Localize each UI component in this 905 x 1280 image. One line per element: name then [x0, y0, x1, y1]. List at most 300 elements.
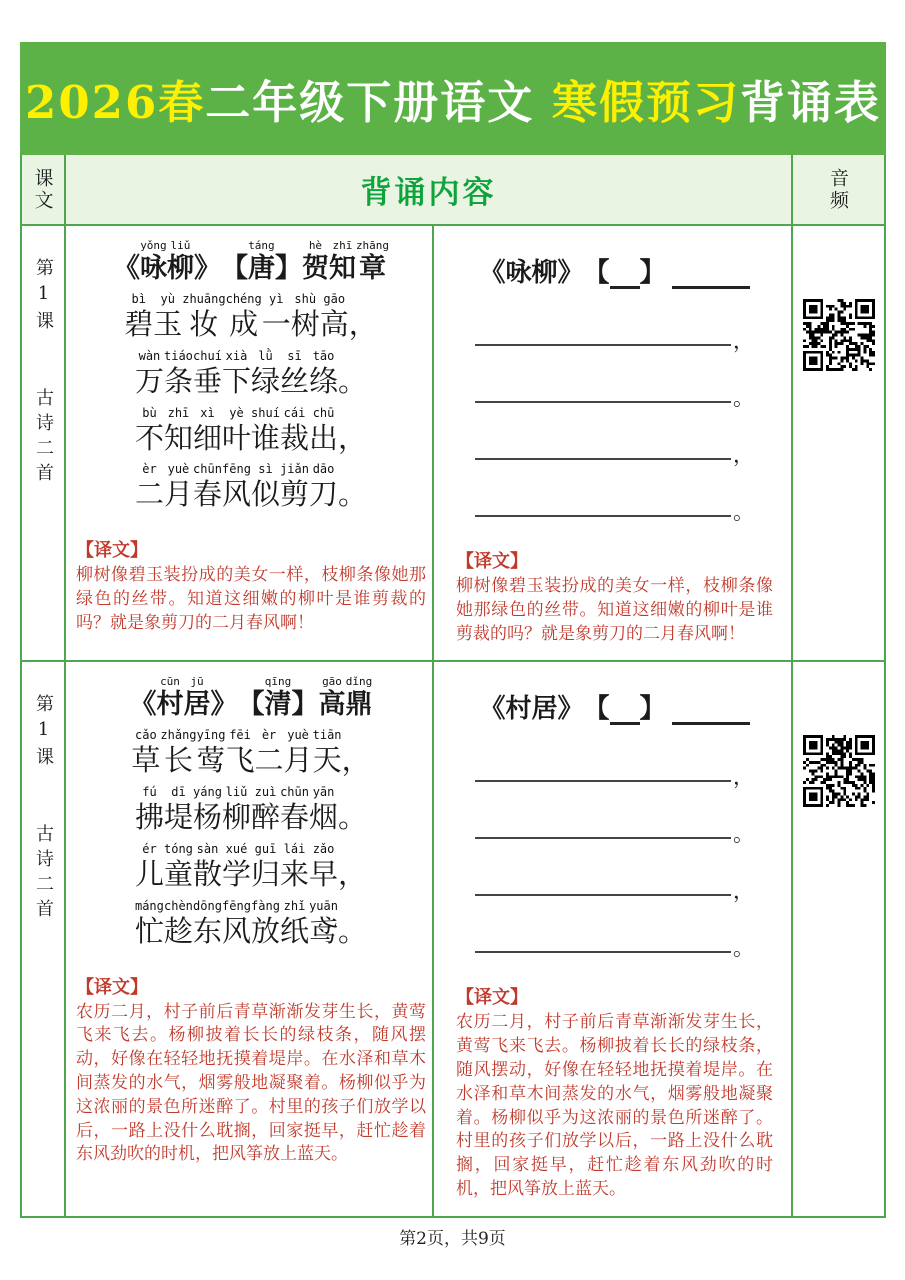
- pinyin: zhī: [167, 405, 190, 420]
- translation-block: [76, 973, 426, 1168]
- poem-char: [338, 842, 367, 892]
- hanzi: 长: [163, 743, 193, 778]
- hanzi: 。: [338, 477, 368, 512]
- pinyin: lǜ: [258, 348, 273, 363]
- pinyin: jiǎn: [280, 462, 309, 477]
- poem-title-char: [130, 674, 157, 720]
- hanzi: 丝: [280, 363, 310, 398]
- poem-char: [338, 785, 367, 835]
- poem-char: [193, 406, 222, 456]
- pinyin: yáng: [193, 785, 222, 800]
- header-lesson-label: 课文: [31, 167, 54, 212]
- poem-char: [309, 349, 338, 399]
- pinyin: shuí: [251, 405, 280, 420]
- blank-underline: [475, 894, 731, 896]
- page-number: 第2页，共9页: [399, 1229, 506, 1249]
- hanzi: 柳: [221, 800, 251, 835]
- pinyin: tiān: [312, 728, 342, 743]
- pinyin: yù: [160, 292, 175, 307]
- poem-char: [222, 899, 251, 949]
- hanzi: 月: [283, 743, 313, 778]
- pinyin: wàn: [138, 348, 161, 363]
- recitation-blank-line: [456, 765, 773, 790]
- hanzi: 月: [163, 477, 193, 512]
- hanzi: 树: [290, 307, 320, 342]
- pinyin: [204, 238, 211, 253]
- pinyin: shù: [294, 292, 317, 307]
- bracket-open: 【: [583, 694, 610, 725]
- pinyin: chūn: [193, 462, 222, 477]
- translation-label: 【译文】: [76, 976, 148, 998]
- poem-char: [262, 292, 291, 342]
- poem-char: [164, 462, 193, 512]
- hanzi: 趁: [163, 913, 193, 948]
- blank-poem-title: [456, 252, 773, 289]
- hanzi: 鼎: [345, 689, 373, 721]
- translation-label: 【译文】: [456, 551, 528, 572]
- hanzi: 。: [338, 913, 368, 948]
- pinyin: sàn: [196, 842, 219, 857]
- pinyin: guī: [254, 842, 277, 857]
- poem-title-char: [157, 674, 184, 720]
- poem-title-char: [346, 674, 373, 720]
- pinyin: chūn: [280, 785, 309, 800]
- pinyin: zuì: [254, 785, 277, 800]
- translation-text: 农历二月，村子前后青草渐渐发芽生长，黄莺飞来飞去。杨柳披着长长的绿枝条，随风摆动，好像在轻轻地抚摸着堤岸。在水泽和草木间蒸发的水气，烟雾般地凝聚着。杨柳似乎为这浓丽的景色所迷醉了。村里的孩子们放学以后，一路上没什么耽搁，回家挺早，赶忙趁着东风劲吹的时机，把风筝放上蓝天。: [76, 1001, 426, 1165]
- poem-char: [135, 899, 164, 949]
- recitation-blank-cell: [434, 226, 793, 660]
- pinyin: [285, 238, 292, 253]
- pinyin: zhāng: [355, 239, 390, 252]
- lesson-number: 第1课: [33, 258, 54, 336]
- pinyin: yuān: [309, 898, 338, 913]
- hanzi: 谁: [251, 420, 281, 455]
- poem-char: [309, 899, 338, 949]
- pinyin: liǔ: [225, 785, 248, 800]
- hanzi: 东: [192, 913, 222, 948]
- hanzi: 二: [254, 743, 284, 778]
- poem-char: [135, 406, 164, 456]
- poem-char: [280, 406, 309, 456]
- pinyin: zhuāng: [182, 292, 226, 307]
- line-punctuation: ，: [733, 765, 754, 790]
- hanzi: 烟: [309, 800, 339, 835]
- poem-char: [131, 728, 160, 778]
- poem-char: [280, 462, 309, 512]
- poem-title-char: [248, 238, 275, 284]
- pinyin: sì: [258, 462, 273, 477]
- blank-lines: [456, 329, 773, 524]
- pinyin: [349, 899, 356, 914]
- pinyin: fú: [142, 785, 157, 800]
- lesson-number: 第1课: [33, 694, 54, 773]
- hanzi: 高: [318, 689, 346, 721]
- poem-title: [76, 674, 426, 720]
- recitation-blank-line: [456, 500, 773, 524]
- poem-title-char: [113, 238, 140, 284]
- hanzi: 莺: [196, 743, 226, 778]
- poem-title-char: [319, 674, 346, 720]
- blank-underline: [475, 837, 731, 839]
- poem-char: [342, 728, 371, 778]
- blank-underline: [475, 780, 731, 782]
- hanzi: 归: [251, 857, 281, 892]
- pinyin: bì: [131, 292, 146, 307]
- poem-char: [135, 785, 164, 835]
- page-title-part: 二年级下册语文: [205, 76, 552, 129]
- poem-line: [76, 842, 426, 892]
- header-content-column: [66, 155, 793, 224]
- poem-title-char: [265, 674, 292, 720]
- poem-char: [135, 349, 164, 399]
- poem-char: [309, 406, 338, 456]
- poem-char: [193, 462, 222, 512]
- bracket-close: 】: [639, 258, 666, 288]
- audio-cell: [793, 226, 884, 660]
- pinyin: yǒng: [140, 239, 167, 252]
- line-punctuation: 。: [733, 822, 754, 847]
- translation-block: [76, 536, 426, 635]
- hanzi: ，: [341, 743, 371, 778]
- hanzi: 【: [220, 253, 248, 284]
- author-name-blank: [672, 722, 750, 725]
- pinyin: dāo: [312, 462, 335, 477]
- pinyin: yīng: [196, 728, 226, 743]
- hanzi: 一: [261, 307, 291, 342]
- poem-char: [338, 462, 367, 512]
- poem-char: [251, 899, 280, 949]
- recitation-blank-line: [456, 329, 773, 353]
- hanzi: 杨: [192, 800, 222, 835]
- poem-title-char: [302, 238, 329, 284]
- pinyin: gāo: [322, 675, 342, 689]
- poem-title-char: [211, 674, 238, 720]
- poem-char: [309, 785, 338, 835]
- author-name-blank: [672, 286, 750, 289]
- poem-char: [338, 349, 367, 399]
- header-audio-label: 音频: [827, 167, 849, 212]
- hanzi: 来: [280, 857, 310, 892]
- pinyin: bù: [142, 405, 157, 420]
- hanzi: 剪: [280, 477, 310, 512]
- author-dynasty-blank: [610, 722, 640, 725]
- poem-line: [76, 462, 426, 512]
- hanzi: 散: [192, 857, 222, 892]
- poem-char: [291, 292, 320, 342]
- poem-char: [226, 728, 255, 778]
- pinyin: tiáo: [164, 348, 193, 363]
- poem-char: [313, 728, 342, 778]
- hanzi: 村: [156, 689, 184, 721]
- poem-char: [251, 785, 280, 835]
- pinyin: chéng: [225, 292, 262, 307]
- hanzi: 童: [163, 857, 193, 892]
- hanzi: 春: [280, 800, 310, 835]
- poem-lines: [76, 728, 426, 948]
- translation-label: 【译文】: [456, 987, 528, 1009]
- poem-char: [251, 842, 280, 892]
- lesson-cell: [22, 226, 66, 660]
- recitation-blank-line: [456, 386, 773, 410]
- pinyin: [231, 238, 238, 253]
- pinyin: [248, 674, 255, 689]
- hanzi: 醉: [251, 800, 281, 835]
- poem-title-char: [238, 674, 265, 720]
- poem-char: [320, 292, 349, 342]
- pinyin: yān: [312, 785, 335, 800]
- pinyin: cūn: [160, 675, 180, 689]
- hanzi: 万: [134, 363, 164, 398]
- hanzi: 拂: [134, 800, 164, 835]
- hanzi: 儿: [134, 857, 164, 892]
- pinyin: èr: [142, 462, 157, 477]
- pinyin: yè: [229, 405, 244, 420]
- pinyin: [349, 406, 356, 421]
- pinyin: yì: [269, 292, 284, 307]
- hanzi: 条: [163, 363, 193, 398]
- pinyin: fēi: [229, 728, 251, 743]
- pinyin: lái: [283, 842, 306, 857]
- poem-char: [222, 842, 251, 892]
- hanzi: 知: [328, 253, 356, 284]
- line-punctuation: 。: [733, 386, 754, 410]
- pinyin: [221, 674, 228, 689]
- hanzi: 玉: [153, 307, 183, 342]
- pinyin: fàng: [251, 898, 280, 913]
- pinyin: chuí: [193, 348, 222, 363]
- hanzi: 《: [112, 253, 140, 284]
- page-title-part: 寒假预习: [551, 76, 740, 129]
- blank-lines: [456, 765, 773, 961]
- page-title: [20, 42, 886, 155]
- pinyin: dōng: [193, 898, 222, 913]
- poem-char: [153, 292, 182, 342]
- pinyin: táng: [248, 239, 275, 252]
- pinyin: [140, 674, 147, 689]
- recitation-blank-line: [456, 879, 773, 904]
- translation-text: 柳树像碧玉装扮成的美女一样，枝柳条像她那绿色的丝带。知道这细嫩的柳叶是谁剪裁的吗？就是象剪刀的二月春风啊！: [76, 565, 426, 633]
- poem-title-char: [275, 238, 302, 284]
- hanzi: 不: [134, 420, 164, 455]
- pinyin: gāo: [323, 292, 346, 307]
- poem-char: [164, 349, 193, 399]
- poem-char: [255, 728, 284, 778]
- poem-char: [280, 842, 309, 892]
- hanzi: 垂: [192, 363, 222, 398]
- poem-with-pinyin-cell: [66, 226, 434, 660]
- poem-with-pinyin-cell: [66, 662, 434, 1215]
- translation-text: 农历二月，村子前后青草渐渐发芽生长，黄莺飞来飞去。杨柳披着长长的绿枝条，随风摆动，好像在轻轻地抚摸着堤岸。在水泽和草木间蒸发的水气，烟雾般地凝聚着。杨柳似乎为这浓丽的景色所迷醉了。村里的孩子们放学以后，一路上没什么耽搁，回家挺早，赶忙趁着东风劲吹的时机，把风筝放上蓝天。: [456, 1012, 773, 1199]
- poem-char: [193, 785, 222, 835]
- hanzi: 居: [183, 689, 211, 721]
- pinyin: máng: [134, 898, 164, 913]
- hanzi: 《: [129, 689, 157, 721]
- hanzi: 知: [163, 420, 193, 455]
- pinyin: xì: [200, 405, 215, 420]
- hanzi: 》: [193, 253, 221, 284]
- translation-text: 柳树像碧玉装扮成的美女一样，枝柳条像她那绿色的丝带。知道这细嫩的柳叶是谁剪裁的吗？就是象剪刀的二月春风啊！: [456, 576, 773, 644]
- pinyin: dī: [171, 785, 186, 800]
- poem-char: [280, 349, 309, 399]
- audio-cell: [793, 662, 884, 1215]
- hanzi: 碧: [124, 307, 154, 342]
- pinyin: tāo: [312, 348, 335, 363]
- poem-char: [309, 462, 338, 512]
- table-row: [22, 662, 884, 1215]
- pinyin: dǐng: [345, 675, 373, 689]
- pinyin: [123, 238, 130, 253]
- poem-line: [76, 899, 426, 949]
- blank-underline: [475, 951, 731, 953]
- lesson-title: 古诗二首: [33, 824, 54, 925]
- hanzi: 】: [274, 253, 302, 284]
- lesson-vertical-text: [34, 694, 52, 1215]
- hanzi: 草: [131, 743, 161, 778]
- pinyin: tóng: [164, 842, 193, 857]
- poem-line: [76, 785, 426, 835]
- poem-char: [226, 292, 262, 342]
- hanzi: 出: [309, 420, 339, 455]
- pinyin: zhǎng: [160, 728, 197, 743]
- translation-label: 【译文】: [76, 540, 148, 562]
- hanzi: 学: [221, 857, 251, 892]
- pinyin: [349, 785, 356, 800]
- poem-lines: [76, 292, 426, 512]
- audio-qr-code: [803, 735, 875, 807]
- hanzi: 细: [192, 420, 222, 455]
- recitation-blank-line: [456, 822, 773, 847]
- header-lesson-column: [22, 155, 66, 224]
- lesson-vertical-text: [34, 258, 52, 660]
- pinyin: xué: [225, 842, 248, 857]
- pinyin: [352, 728, 359, 743]
- hanzi: 刀: [309, 477, 339, 512]
- audio-qr-code: [803, 299, 875, 371]
- hanzi: 放: [251, 913, 281, 948]
- poem-char: [197, 728, 226, 778]
- hanzi: 高: [319, 307, 349, 342]
- poem-char: [251, 406, 280, 456]
- poem-title: [76, 238, 426, 284]
- poem-line: [76, 728, 426, 778]
- header-content-label: 背诵内容: [360, 175, 497, 211]
- hanzi: 天: [312, 743, 342, 778]
- pinyin: [360, 292, 367, 307]
- pinyin: [349, 349, 356, 364]
- poem-char: [160, 728, 196, 778]
- poem-char: [338, 899, 367, 949]
- pinyin: [349, 842, 356, 857]
- poem-char: [193, 899, 222, 949]
- hanzi: 似: [251, 477, 281, 512]
- poem-title-char: [356, 238, 389, 284]
- translation-block: [456, 547, 773, 646]
- blank-underline: [475, 401, 731, 403]
- pinyin: fēng: [222, 898, 251, 913]
- pinyin: hè: [308, 239, 323, 252]
- page-title-part: 背诵表: [739, 76, 881, 129]
- pinyin: qīng: [264, 675, 292, 689]
- pinyin: zhī: [332, 239, 353, 252]
- author-dynasty-blank: [610, 286, 640, 289]
- pinyin: cái: [283, 405, 306, 420]
- pinyin: liǔ: [170, 239, 191, 252]
- bracket-close: 】: [639, 694, 666, 725]
- poem-line: [76, 406, 426, 456]
- pinyin: [302, 674, 309, 689]
- poem-char: [124, 292, 153, 342]
- hanzi: 成: [229, 307, 259, 342]
- poem-char: [164, 785, 193, 835]
- poem-char: [135, 842, 164, 892]
- page-title-part: 2026春: [25, 76, 206, 129]
- poem-title-char: [167, 238, 194, 284]
- poem-char: [222, 462, 251, 512]
- hanzi: ，: [338, 857, 368, 892]
- hanzi: 飞: [225, 743, 255, 778]
- poem-char: [284, 728, 313, 778]
- poem-char: [251, 349, 280, 399]
- line-punctuation: ，: [733, 329, 754, 353]
- poem-char: [222, 406, 251, 456]
- poem-char: [222, 349, 251, 399]
- line-punctuation: ，: [733, 879, 754, 904]
- hanzi: 鸢: [309, 913, 339, 948]
- poem-char: [164, 899, 193, 949]
- poem-title-char: [194, 238, 221, 284]
- blank-poem-title: [456, 688, 773, 725]
- pinyin: chèn: [164, 898, 193, 913]
- poem-char: [338, 406, 367, 456]
- blank-underline: [475, 344, 731, 346]
- hanzi: 妆: [189, 307, 219, 342]
- poem-char: [135, 462, 164, 512]
- poem-title-char: [292, 674, 319, 720]
- poem-char: [193, 349, 222, 399]
- pinyin: sī: [287, 348, 302, 363]
- hanzi: 。: [338, 800, 368, 835]
- pinyin: yuè: [167, 462, 190, 477]
- poem-char: [222, 785, 251, 835]
- poem-char: [280, 785, 309, 835]
- blank-underline: [475, 515, 731, 517]
- pinyin: ér: [142, 842, 157, 857]
- recitation-blank-line: [456, 443, 773, 467]
- poem-title-char: [329, 238, 356, 284]
- translation-block: [456, 983, 773, 1201]
- poem-line: [76, 292, 426, 342]
- pinyin: jū: [190, 675, 204, 689]
- pinyin: yuè: [287, 728, 309, 743]
- hanzi: 二: [134, 477, 164, 512]
- pinyin: fēng: [222, 462, 251, 477]
- hanzi: 春: [192, 477, 222, 512]
- hanzi: 风: [221, 913, 251, 948]
- poem-char: [251, 462, 280, 512]
- hanzi: 叶: [221, 420, 251, 455]
- hanzi: 章: [359, 253, 386, 284]
- recitation-blank-cell: [434, 662, 793, 1215]
- hanzi: 绿: [251, 363, 281, 398]
- table-row: [22, 226, 884, 662]
- hanzi: 》: [210, 689, 238, 721]
- hanzi: 。: [338, 363, 368, 398]
- poem-title-char: [221, 238, 248, 284]
- lesson-title: 古诗二首: [33, 388, 54, 488]
- bracket-open: 【: [583, 258, 610, 288]
- poem-title-char: [140, 238, 167, 284]
- pinyin: zǎo: [312, 842, 335, 857]
